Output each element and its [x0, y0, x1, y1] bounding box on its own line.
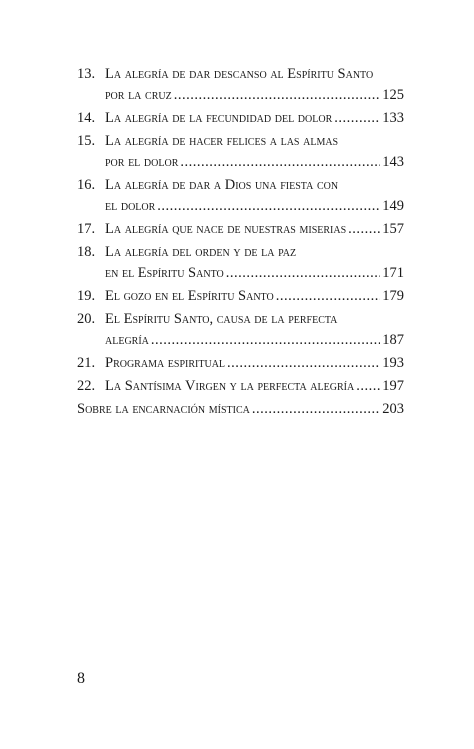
toc-entry-title: por el dolor — [105, 154, 179, 170]
toc-entry-number: 19. — [77, 288, 96, 304]
toc-entry-number: 15. — [77, 133, 96, 149]
toc-entry-page: 203 — [382, 401, 404, 417]
page-number: 8 — [77, 670, 85, 687]
toc-entry[interactable] — [77, 376, 404, 397]
toc-entry[interactable] — [77, 219, 404, 240]
dot-leader — [180, 152, 380, 173]
toc-entry-number: 17. — [77, 221, 96, 237]
toc-entry-number: 16. — [77, 177, 96, 193]
toc-entry[interactable] — [77, 242, 404, 284]
toc-entry-number: 20. — [77, 311, 96, 327]
toc-entry-body — [105, 376, 404, 397]
toc-entry-body — [105, 108, 404, 129]
toc-entry-body — [105, 353, 404, 374]
dot-leader — [252, 399, 380, 420]
toc-entry-page: 171 — [382, 265, 404, 281]
toc-entry[interactable] — [77, 64, 404, 106]
dot-leader — [174, 85, 381, 106]
toc-entry-page: 157 — [382, 221, 404, 237]
toc-entry-number: 14. — [77, 110, 96, 126]
dot-leader — [348, 219, 380, 240]
toc-entry-body — [105, 219, 404, 240]
toc-entry-final[interactable] — [77, 399, 404, 420]
toc-entry-body — [105, 309, 404, 351]
dot-leader — [334, 108, 380, 129]
toc-entry-page: 133 — [382, 110, 404, 126]
toc-entry-page: 143 — [382, 154, 404, 170]
toc-entry-number: 18. — [77, 244, 96, 260]
toc-entry-body — [105, 64, 404, 106]
toc-entry[interactable] — [77, 131, 404, 173]
toc-entry-title: El gozo en el Espíritu Santo — [105, 288, 274, 304]
toc-entry-title: La Santísima Virgen y la perfecta alegría — [105, 378, 355, 394]
toc-entry[interactable] — [77, 175, 404, 217]
toc-entry-title: La alegría de dar descanso al Espíritu Santo — [105, 66, 374, 82]
dot-leader — [226, 263, 381, 284]
toc-entry[interactable] — [77, 309, 404, 351]
toc-entry-page: 187 — [382, 332, 404, 348]
dot-leader — [151, 330, 380, 351]
toc-entry-page: 149 — [382, 198, 404, 214]
toc-entry-body — [77, 399, 404, 420]
toc-entry-title: La alegría de dar a Dios una fiesta con — [105, 177, 339, 193]
toc-entry-body — [105, 131, 404, 173]
toc-entry[interactable] — [77, 108, 404, 129]
dot-leader — [227, 353, 380, 374]
toc-entry-title: La alegría de hacer felices a las almas — [105, 133, 339, 149]
dot-leader — [276, 286, 381, 307]
toc-entry-title: La alegría que nace de nuestras miserias — [105, 221, 347, 237]
toc-entry-body — [105, 286, 404, 307]
toc-entry-number: 22. — [77, 378, 96, 394]
toc-entry-title: El Espíritu Santo, causa de la perfecta — [105, 311, 338, 327]
toc-entry-title: La alegría del orden y de la paz — [105, 244, 297, 260]
toc-entry-title: alegría — [105, 332, 149, 348]
toc-entry[interactable] — [77, 286, 404, 307]
toc-entry-number: 13. — [77, 66, 96, 82]
dot-leader — [356, 376, 380, 397]
dot-leader — [157, 196, 380, 217]
toc-entry-title: el dolor — [105, 198, 156, 214]
toc-entry-title: Sobre la encarnación mística — [77, 401, 250, 417]
table-of-contents — [77, 64, 404, 422]
toc-entry-page: 193 — [382, 355, 404, 371]
toc-entry-body — [105, 242, 404, 284]
toc-entry-title: por la cruz — [105, 87, 172, 103]
toc-entry-title: La alegría de la fecundidad del dolor — [105, 110, 333, 126]
toc-entry-number: 21. — [77, 355, 96, 371]
toc-entry-page: 197 — [382, 378, 404, 394]
toc-entry-title: en el Espíritu Santo — [105, 265, 224, 281]
toc-entry-page: 125 — [382, 87, 404, 103]
toc-entry-page: 179 — [382, 288, 404, 304]
toc-entry-title: Programa espiritual — [105, 355, 226, 371]
toc-entry[interactable] — [77, 353, 404, 374]
toc-entry-body — [105, 175, 404, 217]
